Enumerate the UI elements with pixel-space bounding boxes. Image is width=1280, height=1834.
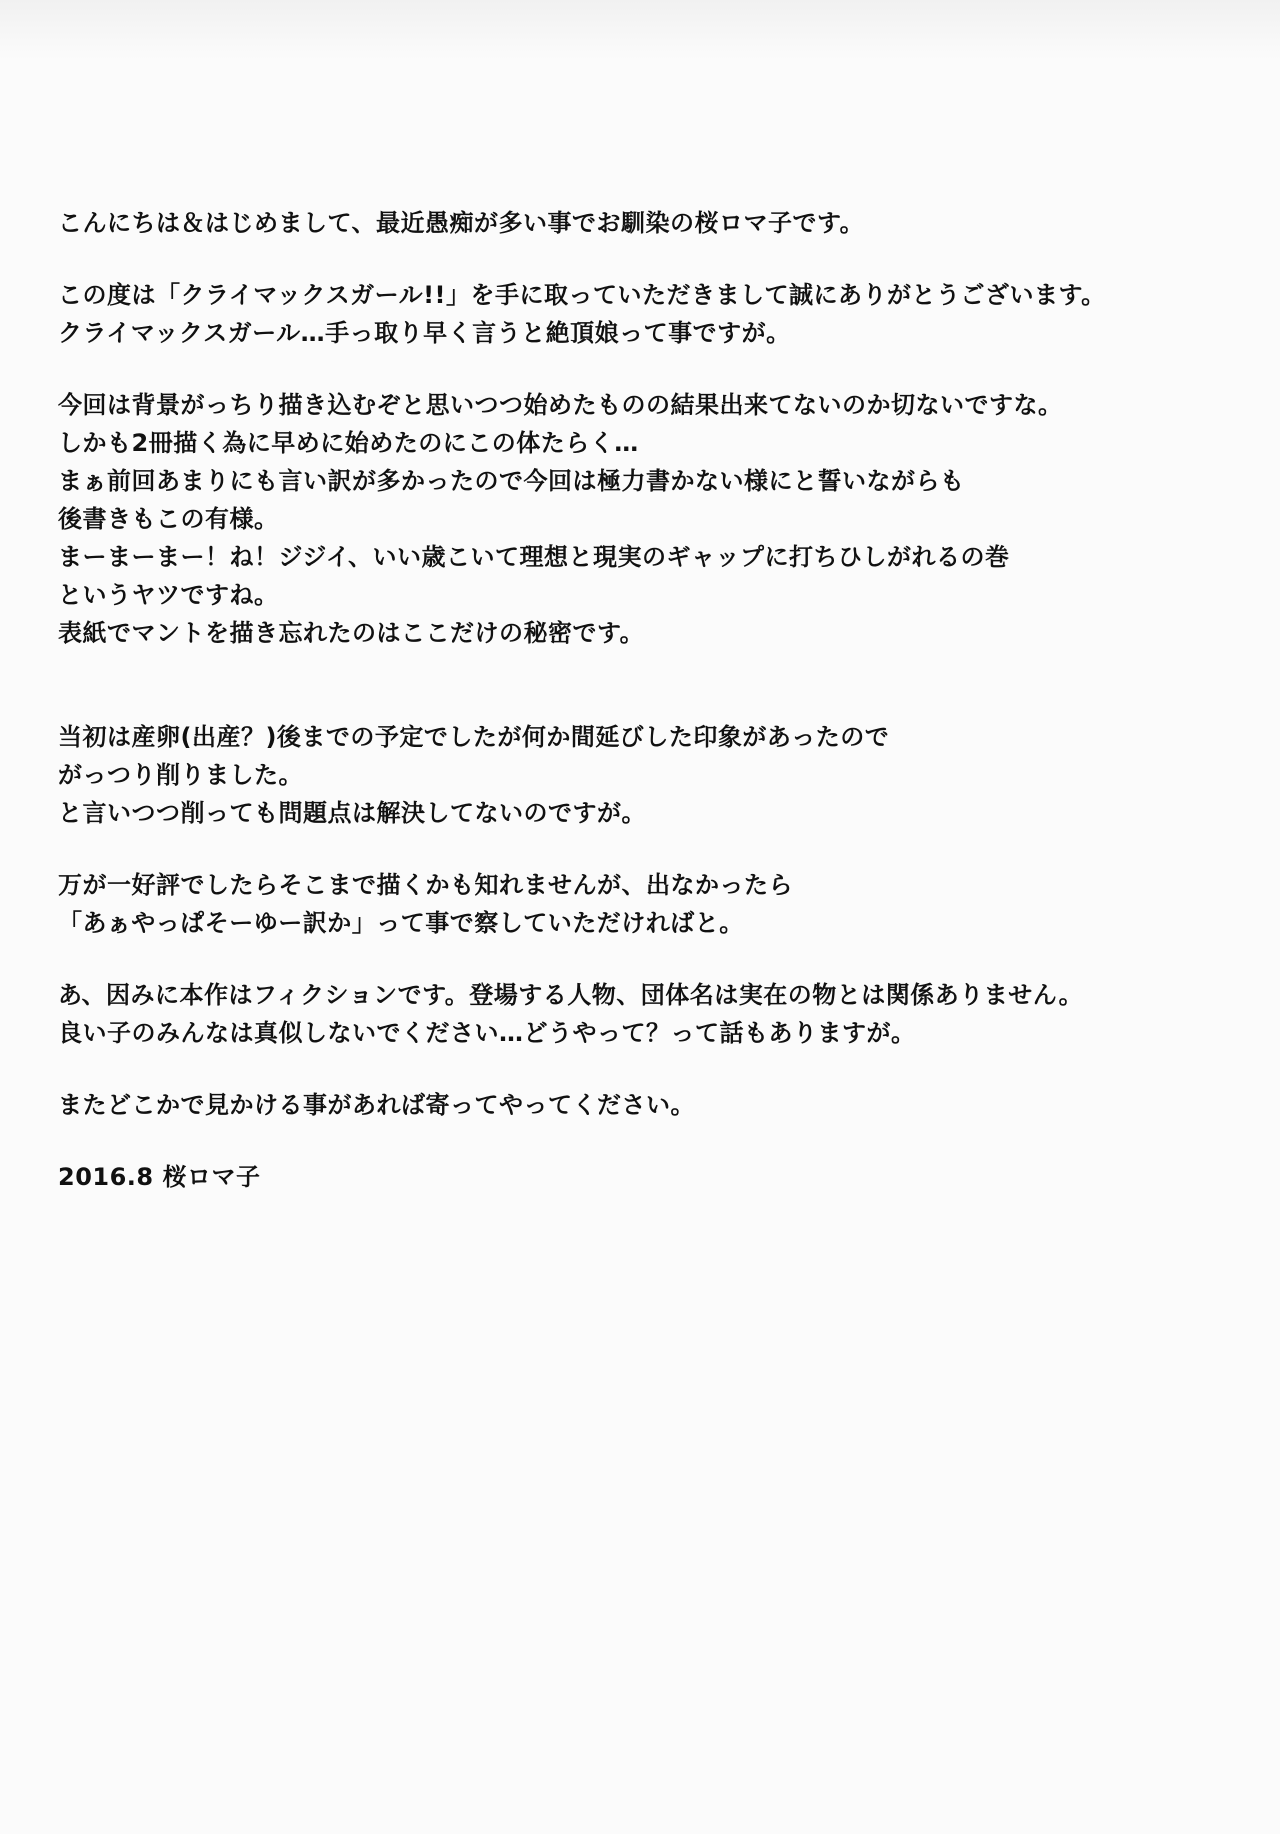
afterword-line: この度は「クライマックスガール!!」を手に取っていただきまして誠にありがとうございます。 <box>58 281 1106 309</box>
afterword-line: こんにちは＆はじめまして、最近愚痴が多い事でお馴染の桜ロマ子です。 <box>58 209 865 237</box>
afterword-line: 良い子のみんなは真似しないでください…どうやって？って話もありますが。 <box>58 1019 916 1047</box>
afterword-line: まぁ前回あまりにも言い訳が多かったので今回は極力書かない様にと誓いながらも <box>58 467 965 495</box>
afterword-line: クライマックスガール…手っ取り早く言うと絶頂娘って事ですが。 <box>58 319 791 347</box>
scan-edge-shading <box>0 0 1280 60</box>
afterword-line: と言いつつ削っても問題点は解決してないのですが。 <box>58 799 646 827</box>
afterword-line: がっつり削りました。 <box>58 761 303 789</box>
signature: 2016.8 桜ロマ子 <box>58 1163 261 1191</box>
afterword-line: 表紙でマントを描き忘れたのはここだけの秘密です。 <box>58 619 645 647</box>
afterword-line: まーまーまー！ね！ジジイ、いい歳こいて理想と現実のギャップに打ちひしがれるの巻 <box>58 543 1010 571</box>
afterword-text <box>58 204 1228 1196</box>
afterword-line: あ、因みに本作はフィクションです。登場する人物、団体名は実在の物とは関係ありません。 <box>58 981 1084 1009</box>
afterword-line: しかも2冊描く為に早めに始めたのにこの体たらく… <box>58 429 639 457</box>
afterword-line: またどこかで見かける事があれば寄ってやってください。 <box>58 1091 695 1119</box>
afterword-line: 万が一好評でしたらそこまで描くかも知れませんが、出なかったら <box>58 871 793 899</box>
afterword-line: 後書きもこの有様。 <box>58 505 279 533</box>
afterword-line: というヤツですね。 <box>58 581 279 609</box>
afterword-line: 今回は背景がっちり描き込むぞと思いつつ始めたものの結果出来てないのか切ないですな。 <box>58 391 1063 419</box>
afterword-line: 当初は産卵(出産？)後までの予定でしたが何か間延びした印象があったので <box>58 723 890 751</box>
afterword-line: 「あぁやっぱそーゆー訳か」って事で察していただければと。 <box>58 909 744 937</box>
